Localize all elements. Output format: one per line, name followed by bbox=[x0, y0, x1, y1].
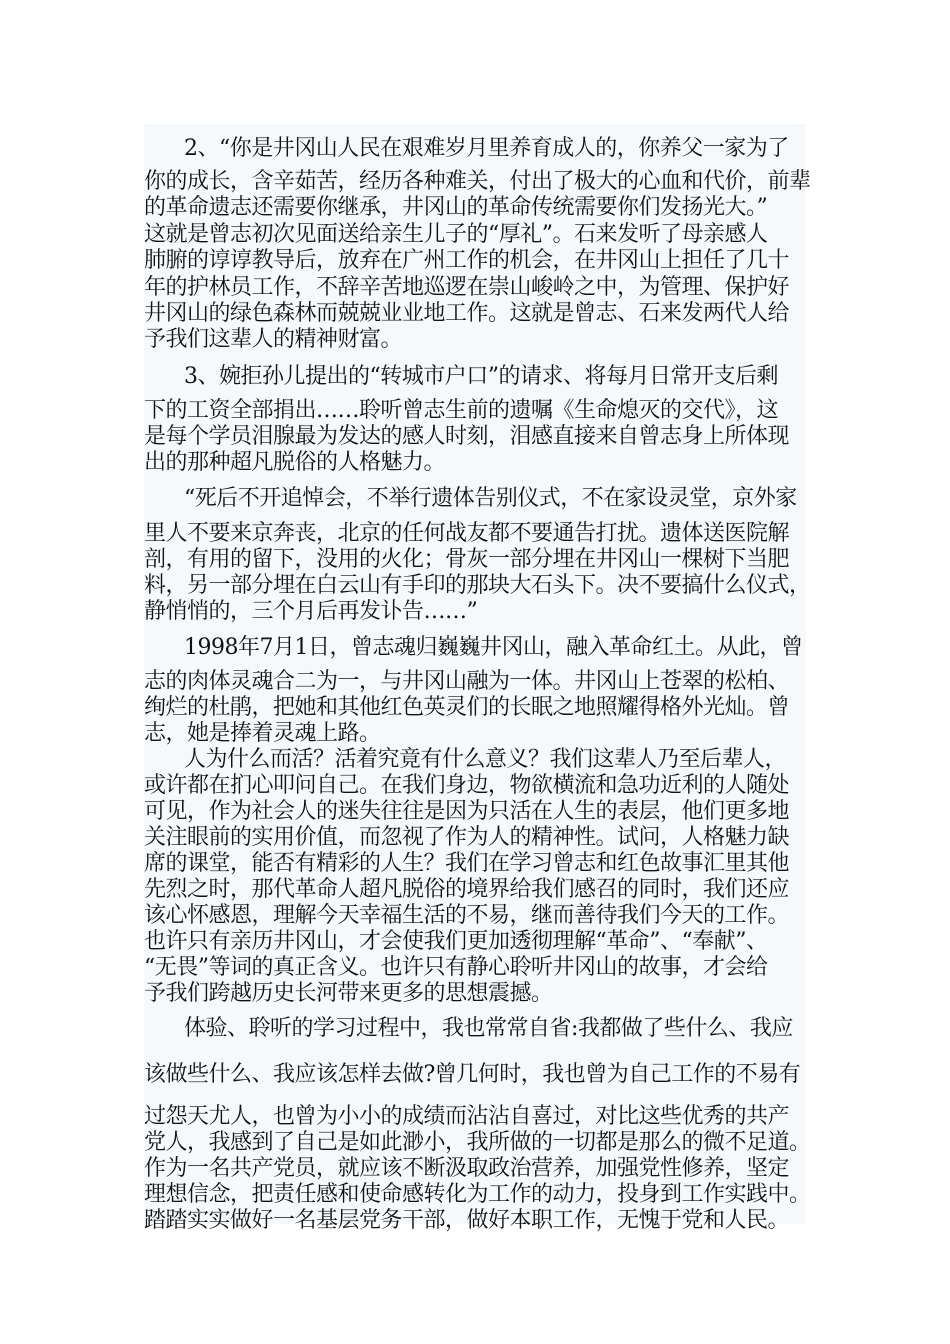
paragraph-line: 也许只有亲历井冈山，才会使我们更加透彻理解“革命”、“奉献”、 bbox=[144, 929, 768, 954]
paragraph-line: 下的工资全部捐出……聆听曾志生前的遗嘱《生命熄灭的交代》，这 bbox=[144, 398, 779, 423]
paragraph-line: 该做些什么、我应该怎样去做?曾几何时，我也曾为自己工作的不易有 bbox=[144, 1062, 801, 1087]
paragraph-line: 这就是曾志初次见面送给亲生儿子的“厚礼”。石来发听了母亲感人 bbox=[144, 222, 768, 247]
paragraph-line: 2、“你是井冈山人民在艰难岁月里养育成人的，你养父一家为了 bbox=[184, 136, 789, 161]
paragraph-line: 踏踏实实做好一名基层党务干部，做好本职工作，无愧于党和人民。 bbox=[144, 1208, 790, 1233]
paragraph-line: 的革命遗志还需要你继承，井冈山的革命传统需要你们发扬光大。” bbox=[144, 195, 768, 220]
paragraph-line: 静悄悄的，三个月后再发讣告……” bbox=[144, 599, 478, 624]
paragraph-line: 出的那种超凡脱俗的人格魅力。 bbox=[144, 450, 446, 475]
paragraph-line: 你的成长，含辛茹苦，经历各种难关，付出了极大的心血和代价，前辈 bbox=[144, 169, 811, 194]
document-body bbox=[144, 124, 811, 1233]
paragraph-line: 志的肉体灵魂合二为一，与井冈山融为一体。井冈山上苍翠的松柏、 bbox=[144, 669, 790, 694]
paragraph-line: 可见，作为社会人的迷失往往是因为只活在人生的表层，他们更多地 bbox=[144, 799, 790, 824]
paragraph-line: 予我们跨越历史长河带来更多的思想震撼。 bbox=[144, 981, 553, 1006]
paragraph-line: 年的护林员工作，不辞辛苦地巡逻在崇山峻岭之中，为管理、保护好 bbox=[144, 275, 790, 300]
paragraph-line: 党人，我感到了自己是如此渺小，我所做的一切都是那么的微不足道。 bbox=[144, 1130, 811, 1155]
paragraph-line: 肺腑的谆谆教导后，放弃在广州工作的机会，在井冈山上担任了几十 bbox=[144, 248, 790, 273]
paragraph-line: 剖，有用的留下，没用的火化；骨灰一部分埋在井冈山一棵树下当肥 bbox=[144, 547, 790, 572]
paragraph-line: 作为一名共产党员，就应该不断汲取政治营养，加强党性修养，坚定 bbox=[144, 1156, 790, 1181]
paragraph-line: 体验、聆听的学习过程中，我也常常自省:我都做了些什么、我应 bbox=[184, 1016, 793, 1041]
paragraph-line: 该心怀感恩，理解今天幸福生活的不易，继而善待我们今天的工作。 bbox=[144, 903, 790, 928]
paragraph-line: 予我们这辈人的精神财富。 bbox=[144, 327, 403, 352]
paragraph-line: 或许都在扪心叩问自己。在我们身边，物欲横流和急功近利的人随处 bbox=[144, 773, 790, 798]
paragraph-line: 里人不要来京奔丧，北京的任何战友都不要通告打扰。遗体送医院解 bbox=[144, 521, 790, 546]
paragraph-line: 井冈山的绿色森林而兢兢业业地工作。这就是曾志、石来发两代人给 bbox=[144, 301, 790, 326]
paragraph-line: 绚烂的杜鹃，把她和其他红色英灵们的长眠之地照耀得格外光灿。曾 bbox=[144, 695, 790, 720]
paragraph-line: 料，另一部分埋在白云山有手印的那块大石头下。决不要搞什么仪式， bbox=[144, 573, 811, 598]
paragraph-line: 3、婉拒孙儿提出的“转城市户口”的请求、将每月日常开支后剩 bbox=[184, 364, 778, 389]
paragraph-line: 先烈之时，那代革命人超凡脱俗的境界给我们感召的同时，我们还应 bbox=[144, 877, 790, 902]
paragraph-line: 关注眼前的实用价值，而忽视了作为人的精神性。试问，人格魅力缺 bbox=[144, 825, 790, 850]
paragraph-line: “死后不开追悼会，不举行遗体告别仪式，不在家设灵堂，京外家 bbox=[184, 486, 797, 511]
paragraph-line: 过怨天尤人，也曾为小小的成绩而沾沾自喜过，对比这些优秀的共产 bbox=[144, 1104, 790, 1129]
paragraph-line: “无畏”等词的真正含义。也许只有静心聆听井冈山的故事，才会给 bbox=[144, 955, 768, 980]
paragraph-line: 人为什么而活？活着究竟有什么意义？我们这辈人乃至后辈人， bbox=[184, 747, 787, 772]
paragraph-line: 志，她是捧着灵魂上路。 bbox=[144, 721, 381, 746]
paragraph-line: 理想信念，把责任感和使命感转化为工作的动力，投身到工作实践中。 bbox=[144, 1182, 811, 1207]
paragraph-line: 席的课堂，能否有精彩的人生？我们在学习曾志和红色故事汇里其他 bbox=[144, 851, 790, 876]
paragraph-line: 是每个学员泪腺最为发达的感人时刻，泪感直接来自曾志身上所体现 bbox=[144, 424, 790, 449]
paragraph-line: 1998年7月1日，曾志魂归巍巍井冈山，融入革命红土。从此，曾 bbox=[184, 635, 803, 660]
